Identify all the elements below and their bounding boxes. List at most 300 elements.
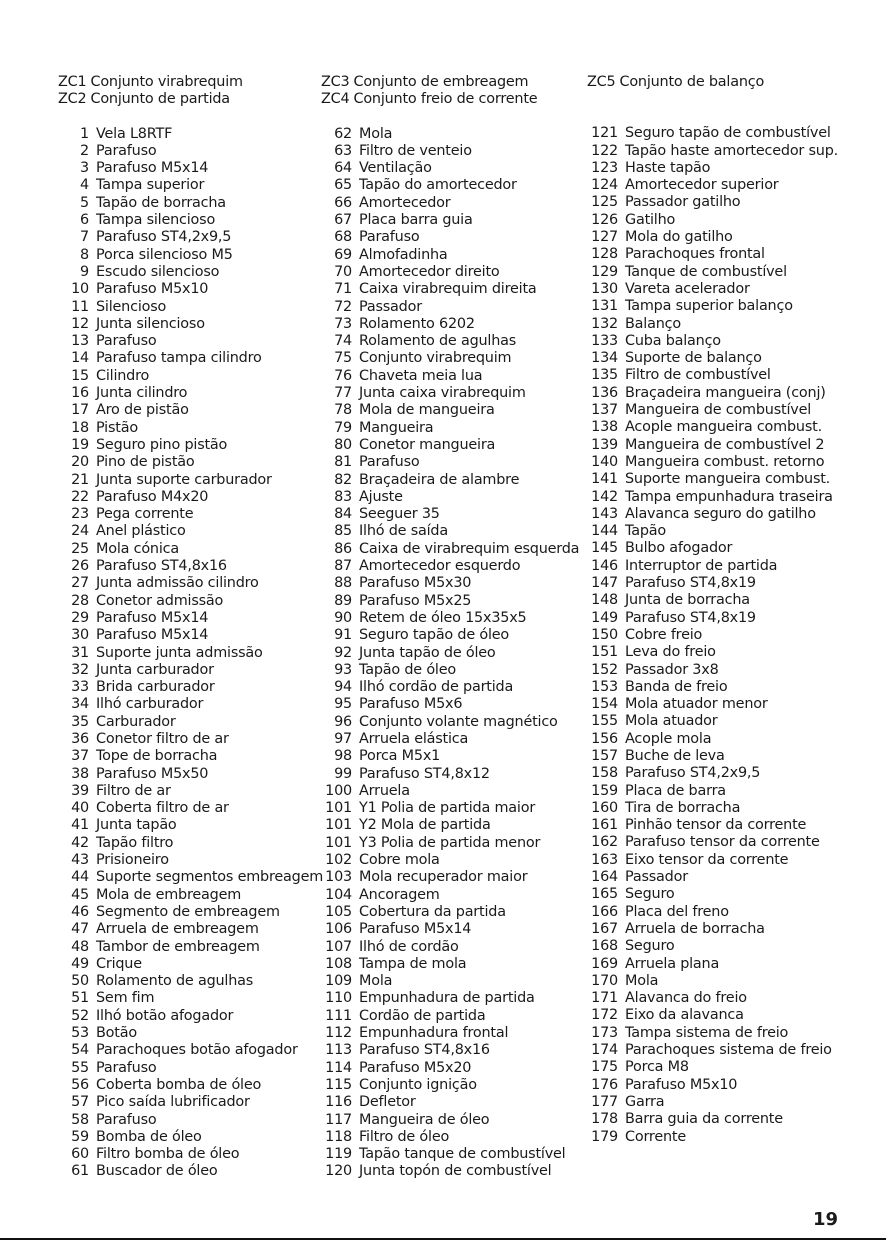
part-number: 64	[334, 160, 352, 177]
part-row	[58, 1129, 320, 1146]
part-number: 93	[334, 661, 352, 678]
part-row	[321, 420, 583, 437]
part-row	[58, 264, 320, 281]
part-description: Parafuso M5x14	[96, 160, 209, 177]
part-row	[58, 921, 320, 938]
part-row	[58, 177, 320, 194]
part-number: 94	[334, 679, 352, 696]
part-number: 101	[325, 817, 352, 834]
part-row	[58, 489, 320, 506]
part-number: 125	[591, 194, 618, 211]
part-row	[587, 1059, 882, 1076]
part-number: 43	[71, 852, 89, 869]
part-number: 71	[334, 281, 352, 298]
part-description: Conetor mangueira	[359, 436, 496, 453]
part-description: Amortecedor superior	[625, 177, 779, 194]
part-row	[58, 783, 320, 800]
part-description: Brida carburador	[96, 679, 215, 696]
part-number: 67	[334, 212, 352, 229]
group-row	[321, 91, 583, 108]
part-number: 20	[71, 454, 89, 471]
part-number: 173	[591, 1024, 618, 1041]
part-row	[58, 350, 320, 367]
part-description: Tapão filtro	[96, 834, 174, 851]
part-row	[587, 1111, 882, 1128]
part-number: 53	[71, 1025, 89, 1042]
part-description: Seeguer 35	[359, 506, 440, 523]
part-number: 166	[591, 903, 618, 920]
part-number: 78	[334, 402, 352, 419]
part-number: 74	[334, 333, 352, 350]
part-number: 36	[71, 730, 89, 747]
part-description: Pino de pistão	[96, 454, 195, 471]
part-number: 176	[591, 1076, 618, 1093]
part-row	[587, 748, 882, 765]
part-description: Parafuso	[96, 142, 157, 159]
part-number: 162	[591, 834, 618, 851]
part-row	[321, 1042, 583, 1059]
part-number: 126	[591, 211, 618, 228]
part-row	[587, 437, 882, 454]
group-row	[58, 91, 320, 108]
part-number: 39	[71, 782, 89, 799]
part-description: Passador gatilho	[625, 194, 741, 211]
part-number: 38	[71, 765, 89, 782]
part-number: 139	[591, 436, 618, 453]
part-row	[587, 1007, 882, 1024]
part-description: Empunhadura de partida	[359, 990, 535, 1007]
part-row	[58, 1163, 320, 1180]
part-row	[58, 714, 320, 731]
part-row	[58, 1112, 320, 1129]
part-description: Pico saída lubrificador	[96, 1094, 250, 1111]
part-number: 42	[71, 834, 89, 851]
part-description: Cilindro	[96, 367, 150, 384]
part-description: Filtro de combustível	[625, 367, 771, 384]
part-row	[321, 645, 583, 662]
part-number: 151	[591, 644, 618, 661]
part-number: 49	[71, 955, 89, 972]
part-description: Ilhó botão afogador	[96, 1007, 234, 1024]
part-row	[321, 229, 583, 246]
part-description: Tapão tanque de combustível	[359, 1146, 566, 1163]
part-description: Ilhó de cordão	[359, 938, 459, 955]
part-number: 86	[334, 540, 352, 557]
part-description: Acople mangueira combust.	[625, 419, 822, 436]
part-description: Parafuso M4x20	[96, 488, 209, 505]
part-row	[321, 437, 583, 454]
part-description: Coberta filtro de ar	[96, 800, 229, 817]
part-number: 11	[71, 298, 89, 315]
part-row	[321, 143, 583, 160]
part-row	[58, 627, 320, 644]
part-description: Tampa empunhadura traseira	[625, 488, 833, 505]
part-number: 58	[71, 1111, 89, 1128]
part-description: Parafuso M5x6	[359, 696, 463, 713]
part-description: Suporte mangueira combust.	[625, 471, 831, 488]
part-number: 80	[334, 436, 352, 453]
part-row	[587, 160, 882, 177]
part-description: Tampa superior balanço	[625, 298, 793, 315]
part-row	[58, 160, 320, 177]
part-number: 92	[334, 644, 352, 661]
group-label: Conjunto de partida	[90, 91, 230, 108]
part-description: Chaveta meia lua	[359, 367, 483, 384]
part-row	[587, 679, 882, 696]
part-row	[587, 990, 882, 1007]
part-description: Tapão	[625, 523, 666, 540]
part-number: 104	[325, 886, 352, 903]
part-row	[321, 160, 583, 177]
part-description: Parafuso M5x25	[359, 592, 472, 609]
part-description: Parafuso ST4,2x9,5	[96, 229, 232, 246]
part-description: Placa de barra	[625, 782, 726, 799]
part-row	[58, 1077, 320, 1094]
part-description: Parafuso ST4,8x16	[96, 558, 227, 575]
part-number: 13	[71, 333, 89, 350]
part-row	[587, 281, 882, 298]
part-number: 95	[334, 696, 352, 713]
group-list	[587, 74, 882, 91]
part-number: 75	[334, 350, 352, 367]
part-number: 175	[591, 1059, 618, 1076]
part-number: 56	[71, 1076, 89, 1093]
part-row	[321, 593, 583, 610]
part-description: Passador	[359, 298, 422, 315]
part-row	[587, 644, 882, 661]
part-number: 47	[71, 921, 89, 938]
part-row	[321, 1094, 583, 1111]
part-description: Parafuso	[96, 1111, 157, 1128]
part-number: 30	[71, 627, 89, 644]
part-row	[587, 333, 882, 350]
part-description: Parachoques botão afogador	[96, 1042, 298, 1059]
part-description: Parafuso ST4,8x19	[625, 609, 756, 626]
part-number: 160	[591, 799, 618, 816]
part-number: 32	[71, 661, 89, 678]
part-row	[321, 696, 583, 713]
part-number: 158	[591, 765, 618, 782]
part-number: 101	[325, 834, 352, 851]
part-number: 134	[591, 350, 618, 367]
part-description: Mola	[359, 973, 393, 990]
part-description: Mola de mangueira	[359, 402, 495, 419]
part-description: Retem de óleo 15x35x5	[359, 609, 527, 626]
part-description: Tampa silencioso	[96, 212, 216, 229]
part-row	[321, 783, 583, 800]
part-number: 31	[71, 644, 89, 661]
part-description: Mangueira	[359, 419, 434, 436]
part-row	[58, 1042, 320, 1059]
part-number: 82	[334, 471, 352, 488]
part-row	[321, 472, 583, 489]
part-row	[321, 939, 583, 956]
part-description: Parafuso	[359, 454, 420, 471]
part-number: 40	[71, 800, 89, 817]
part-number: 167	[591, 920, 618, 937]
part-description: Pega corrente	[96, 506, 194, 523]
part-description: Almofadinha	[359, 246, 448, 263]
part-number: 2	[80, 142, 89, 159]
part-description: Vela L8RTF	[96, 125, 173, 142]
part-description: Parafuso	[359, 229, 420, 246]
part-number: 34	[71, 696, 89, 713]
part-row	[58, 558, 320, 575]
part-number: 7	[80, 229, 89, 246]
part-number: 61	[71, 1163, 89, 1180]
part-description: Placa barra guia	[359, 212, 473, 229]
part-number: 35	[71, 713, 89, 730]
part-number: 88	[334, 575, 352, 592]
part-row	[587, 523, 882, 540]
part-row	[321, 316, 583, 333]
part-number: 156	[591, 730, 618, 747]
part-description: Parafuso tampa cilindro	[96, 350, 262, 367]
part-number: 120	[325, 1163, 352, 1180]
part-row	[587, 938, 882, 955]
part-description: Mangueira de combustível	[625, 402, 812, 419]
part-row	[587, 194, 882, 211]
part-description: Alavanca do freio	[625, 990, 747, 1007]
part-row	[587, 506, 882, 523]
part-number: 163	[591, 851, 618, 868]
part-row	[321, 299, 583, 316]
part-row	[587, 1077, 882, 1094]
part-description: Braçadeira de alambre	[359, 471, 520, 488]
part-row	[321, 489, 583, 506]
part-description: Buscador de óleo	[96, 1163, 218, 1180]
part-description: Mangueira de óleo	[359, 1111, 490, 1128]
part-description: Bomba de óleo	[96, 1128, 202, 1145]
part-description: Tapão do amortecedor	[359, 177, 517, 194]
part-description: Mola	[359, 125, 393, 142]
part-row	[321, 368, 583, 385]
part-row	[587, 229, 882, 246]
part-number: 107	[325, 938, 352, 955]
part-description: Parafuso ST4,8x12	[359, 765, 490, 782]
part-row	[58, 679, 320, 696]
part-description: Ilhó carburador	[96, 696, 204, 713]
part-description: Carburador	[96, 713, 176, 730]
part-row	[321, 766, 583, 783]
part-description: Aro de pistão	[96, 402, 189, 419]
part-description: Parafuso ST4,2x9,5	[625, 765, 761, 782]
part-number: 172	[591, 1007, 618, 1024]
part-number: 91	[334, 627, 352, 644]
part-description: Parafuso	[96, 1059, 157, 1076]
part-description: Parafuso M5x14	[96, 627, 209, 644]
part-row	[58, 610, 320, 627]
part-row	[321, 956, 583, 973]
part-description: Corrente	[625, 1128, 686, 1145]
part-number: 84	[334, 506, 352, 523]
group-label: Conjunto de balanço	[619, 74, 765, 90]
part-description: Arruela plana	[625, 955, 720, 972]
part-number: 62	[334, 125, 352, 142]
part-number: 51	[71, 990, 89, 1007]
part-number: 17	[71, 402, 89, 419]
part-description: Junta de borracha	[625, 592, 750, 609]
group-code: ZC5	[587, 74, 616, 90]
part-row	[321, 385, 583, 402]
part-row	[321, 921, 583, 938]
part-number: 100	[325, 782, 352, 799]
part-description: Conjunto ignição	[359, 1076, 477, 1093]
part-description: Suporte junta admissão	[96, 644, 263, 661]
part-row	[58, 731, 320, 748]
part-number: 153	[591, 678, 618, 695]
part-number: 135	[591, 367, 618, 384]
part-description: Parachoques frontal	[625, 246, 765, 263]
part-row	[321, 177, 583, 194]
part-description: Tapão de borracha	[96, 194, 226, 211]
part-row	[587, 454, 882, 471]
part-row	[58, 645, 320, 662]
part-row	[58, 766, 320, 783]
part-row	[58, 523, 320, 540]
part-number: 119	[325, 1146, 352, 1163]
part-description: Buche de leva	[625, 747, 725, 764]
part-row	[587, 1129, 882, 1146]
group-code: ZC2	[58, 91, 87, 108]
part-row	[587, 1042, 882, 1059]
part-row	[321, 126, 583, 143]
part-number: 109	[325, 973, 352, 990]
part-row	[587, 298, 882, 315]
part-number: 170	[591, 972, 618, 989]
part-row	[587, 592, 882, 609]
part-description: Seguro tapão de combustível	[625, 125, 831, 142]
part-number: 149	[591, 609, 618, 626]
part-row	[321, 1077, 583, 1094]
part-number: 25	[71, 540, 89, 557]
part-row	[58, 437, 320, 454]
part-row	[321, 904, 583, 921]
group-code: ZC3	[321, 74, 350, 90]
part-description: Prisioneiro	[96, 852, 169, 869]
part-description: Cuba balanço	[625, 332, 721, 349]
part-row	[321, 247, 583, 264]
part-number: 116	[325, 1094, 352, 1111]
part-row	[587, 177, 882, 194]
part-description: Anel plástico	[96, 523, 186, 540]
part-number: 55	[71, 1059, 89, 1076]
part-row	[321, 195, 583, 212]
part-number: 46	[71, 903, 89, 920]
part-number: 133	[591, 332, 618, 349]
part-row	[58, 420, 320, 437]
part-description: Tampa de mola	[359, 955, 467, 972]
part-description: Ancoragem	[359, 886, 440, 903]
part-row	[321, 1163, 583, 1180]
part-number: 165	[591, 886, 618, 903]
part-description: Mola atuador	[625, 713, 718, 730]
part-description: Junta cilindro	[96, 385, 188, 402]
part-number: 113	[325, 1042, 352, 1059]
part-description: Botão	[96, 1025, 137, 1042]
part-description: Rolamento de agulhas	[359, 333, 517, 350]
part-description: Rolamento de agulhas	[96, 973, 254, 990]
group-code: ZC1	[58, 74, 87, 90]
part-row	[587, 696, 882, 713]
group-list	[321, 74, 583, 109]
part-row	[321, 506, 583, 523]
part-number: 152	[591, 661, 618, 678]
part-description: Conetor admissão	[96, 592, 224, 609]
part-number: 76	[334, 367, 352, 384]
part-number: 27	[71, 575, 89, 592]
part-row	[587, 869, 882, 886]
part-row	[321, 800, 583, 817]
part-description: Parafuso M5x50	[96, 765, 209, 782]
part-description: Parafuso M5x20	[359, 1059, 472, 1076]
part-row	[587, 627, 882, 644]
part-number: 44	[71, 869, 89, 886]
part-description: Junta carburador	[96, 661, 214, 678]
part-number: 129	[591, 263, 618, 280]
part-description: Vareta acelerador	[625, 280, 750, 297]
column-2	[321, 74, 583, 1181]
part-description: Mangueira de combustível 2	[625, 436, 825, 453]
part-description: Amortecedor esquerdo	[359, 558, 521, 575]
part-row	[58, 472, 320, 489]
part-row	[58, 835, 320, 852]
part-row	[321, 627, 583, 644]
part-description: Passador 3x8	[625, 661, 719, 678]
part-description: Junta caixa virabrequim	[359, 385, 526, 402]
part-description: Seguro	[625, 938, 675, 955]
part-row	[321, 1060, 583, 1077]
part-description: Tapão haste amortecedor sup.	[625, 142, 839, 159]
part-number: 98	[334, 748, 352, 765]
part-row	[58, 1146, 320, 1163]
part-description: Empunhadura frontal	[359, 1025, 509, 1042]
part-description: Junta topón de combustível	[359, 1163, 552, 1180]
part-number: 1	[80, 125, 89, 142]
part-number: 3	[80, 160, 89, 177]
part-number: 85	[334, 523, 352, 540]
part-number: 37	[71, 748, 89, 765]
part-description: Junta tapão de óleo	[359, 644, 496, 661]
part-description: Haste tapão	[625, 159, 711, 176]
part-description: Banda de freio	[625, 678, 728, 695]
part-description: Gatilho	[625, 211, 676, 228]
part-number: 72	[334, 298, 352, 315]
part-row	[587, 246, 882, 263]
part-number: 15	[71, 367, 89, 384]
part-row	[58, 817, 320, 834]
part-number: 79	[334, 419, 352, 436]
parts-list	[58, 125, 324, 1181]
part-number: 112	[325, 1025, 352, 1042]
part-row	[321, 869, 583, 886]
part-number: 103	[325, 869, 352, 886]
part-row	[58, 229, 320, 246]
part-row	[58, 195, 320, 212]
part-number: 132	[591, 315, 618, 332]
part-number: 118	[325, 1128, 352, 1145]
part-number: 127	[591, 229, 618, 246]
part-row	[58, 247, 320, 264]
part-number: 131	[591, 298, 618, 315]
bottom-rule	[0, 1238, 886, 1240]
part-number: 111	[325, 1007, 352, 1024]
part-description: Parachoques sistema de freio	[625, 1042, 832, 1059]
part-row	[321, 350, 583, 367]
part-row	[321, 1025, 583, 1042]
part-row	[587, 783, 882, 800]
part-description: Parafuso M5x10	[96, 281, 209, 298]
